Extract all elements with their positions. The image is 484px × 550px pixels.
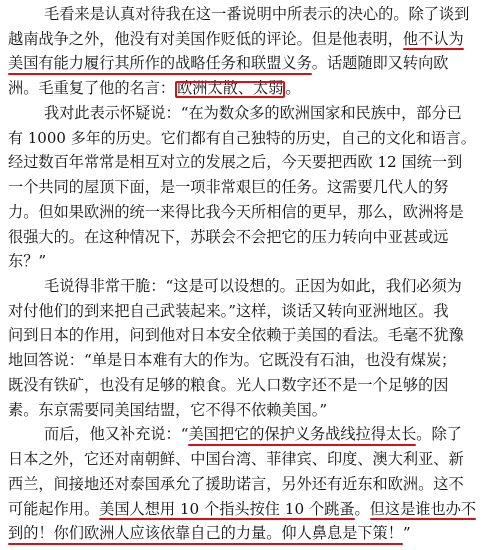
- text-line-12: [44, 274, 462, 299]
- text-line-22: [8, 521, 411, 546]
- text-line-1: [44, 2, 469, 27]
- text-line-7: [8, 150, 462, 175]
- text-line-8: [8, 175, 448, 200]
- text-segment: 经过数百年常常是相互对立的发展之后，今天要把西欧 12 国统一到: [8, 153, 463, 172]
- text-line-4: [8, 76, 301, 101]
- highlighted-text: 美国把它的保护义务战线拉得太长: [188, 425, 417, 444]
- text-line-5: [44, 101, 462, 126]
- text-line-15: [8, 348, 456, 373]
- red-underline-highlight: [99, 497, 354, 522]
- text-segment: 越南战争之外，他没有对美国作贬低的评论。但是他表明，: [8, 29, 403, 48]
- red-box-highlight: [175, 76, 285, 101]
- text-line-2: [8, 27, 464, 52]
- text-segment: 我对此表示怀疑说：“在为数众多的欧洲国家和民族中，部分已: [44, 103, 462, 122]
- text-segment: 东？”: [8, 252, 47, 271]
- text-segment: 西兰，间接地还对泰国承允了援助诺言，另外还有近东和欧洲。这不: [8, 474, 464, 493]
- text-segment: ”: [402, 524, 411, 543]
- text-segment: 素。东京需要同美国结盟，它不得不依赖美国。”: [8, 400, 328, 419]
- text-segment: 一个共同的屋顶下面，是一项非常艰巨的任务。这需要几代人的努: [8, 178, 449, 197]
- highlighted-text: 他不认为: [402, 29, 464, 48]
- highlighted-text: 到的！你们欧洲人应该依靠自己的力量。仰人鼻息是下策！: [8, 524, 403, 543]
- text-line-21: [8, 497, 476, 522]
- text-segment: 问到日本的作用，问到他对日本安全依赖于美国的看法。毛毫不犹豫: [8, 326, 464, 345]
- highlighted-text: 但这是谁也办不: [369, 499, 477, 518]
- text-line-9: [8, 200, 464, 225]
- red-underline-highlight: [8, 521, 403, 546]
- text-line-10: [8, 225, 448, 250]
- highlighted-text: 欧洲太散、太弱: [177, 79, 284, 98]
- box-mark: [175, 81, 285, 98]
- text-segment: 力。但如果欧洲的统一来得比我今天所相信的更早，那么，欧洲将是: [8, 202, 464, 221]
- text-segment: 。: [285, 79, 301, 98]
- text-segment: 。: [354, 499, 370, 518]
- text-line-3: [8, 51, 448, 76]
- underline-mark: [8, 543, 403, 545]
- text-segment: 而后，他又补充说：“: [44, 425, 189, 444]
- text-line-19: [8, 447, 464, 472]
- text-line-20: [8, 472, 464, 497]
- underline-mark: [8, 73, 312, 75]
- red-underline-highlight: [403, 27, 464, 52]
- text-line-14: [8, 323, 464, 348]
- highlighted-text: 美国有能力履行其所作的战略任务和联盟义务: [8, 54, 312, 73]
- red-underline-highlight: [370, 497, 476, 522]
- text-segment: 有 1000 多年的历史。它们都有自己独特的历史，自己的文化和语言。: [8, 128, 476, 147]
- text-segment: 日本之外，它还对南朝鲜、中国台湾、菲律宾、印度、澳大利亚、新: [8, 450, 464, 469]
- red-underline-highlight: [188, 422, 416, 447]
- underline-mark: [370, 518, 476, 520]
- text-line-6: [8, 126, 476, 151]
- text-line-16: [8, 373, 448, 398]
- text-segment: 可能起作用。: [8, 499, 100, 518]
- text-segment: 地回答说：“单是日本难有大的作为。它既没有石油，也没有煤炭；: [8, 351, 457, 370]
- red-underline-highlight: [8, 51, 312, 76]
- text-segment: 。话题随即又转向欧: [311, 54, 449, 73]
- underline-mark: [403, 48, 464, 50]
- text-segment: 。除了: [416, 425, 462, 444]
- underline-mark: [99, 518, 354, 520]
- paragraph-1-text: 毛看来是认真对待我在这一番说明中所表示的决心的。除了谈到: [44, 5, 470, 23]
- text-line-13: [8, 299, 449, 324]
- text-segment: 很强大的。在这种情况下，苏联会不会把它的压力转向中亚甚或远: [8, 227, 449, 246]
- text-line-18: [44, 422, 462, 447]
- highlighted-text: 美国人想用 10 个指头按住 10 个跳蚤: [99, 499, 355, 518]
- text-line-11: [8, 249, 46, 274]
- text-segment: 既没有铁矿，也没有足够的粮食。光人口数字还不是一个足够的因: [8, 375, 449, 394]
- text-line-17: [8, 398, 327, 423]
- text-segment: 毛说得非常干脆：“这是可以设想的。正因为如此，我们必须为: [44, 277, 462, 295]
- text-segment: 洲。毛重复了他的名言：: [8, 79, 176, 98]
- text-segment: 对付他们的到来把自己武装起来。”这样，谈话又转向亚洲地区。我: [8, 301, 449, 320]
- underline-mark: [188, 444, 416, 446]
